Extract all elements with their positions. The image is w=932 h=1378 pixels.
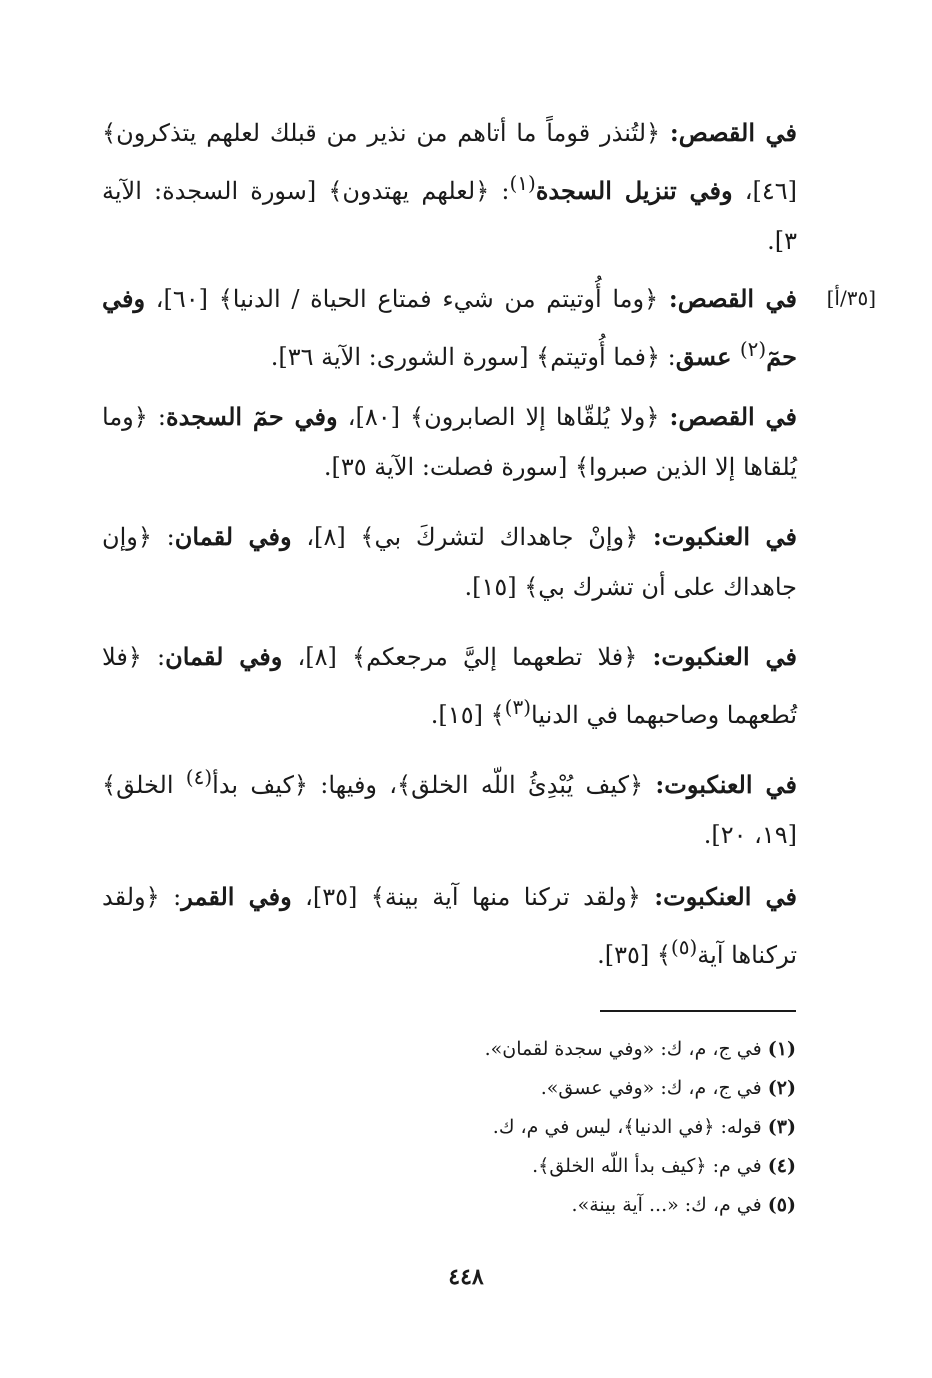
footnote-1: [300, 1030, 796, 1069]
text: ﴿ولقد تركنا منها آية بينة﴾ [٣٥]،: [291, 883, 655, 911]
keyword: في القصص:: [669, 402, 797, 431]
footnote-ref: (٣): [504, 695, 532, 719]
paragraph-6: [102, 752, 797, 860]
footnote-separator: [600, 1010, 796, 1012]
footnotes: [300, 1030, 796, 1225]
text: ﴿وإنْ جاهداك لتشركَ بي﴾ [٨]،: [291, 523, 653, 551]
footnote-3: [300, 1108, 796, 1147]
keyword: وفي تنزيل السجدة: [535, 176, 733, 205]
footnote-2: [300, 1069, 796, 1108]
footnote-text: في م: ﴿كيف بدأ اللّه الخلق﴾.: [532, 1155, 762, 1177]
footnote-ref: (٥): [670, 935, 698, 959]
footnote-number: (٢): [767, 1077, 796, 1099]
text: ﴿فلا تطعهما إليَّ مرجعكم﴾ [٨]،: [282, 643, 653, 671]
keyword: في العنكبوت:: [655, 770, 797, 799]
text: ﴾ [٣٥].: [597, 941, 671, 969]
paragraph-7: [102, 872, 797, 980]
footnote-text: في ج، م، ك: «وفي عسق».: [540, 1077, 762, 1099]
text: ﴿ولا يُلقّاها إلا الصابرون﴾ [٨٠]،: [337, 403, 670, 431]
footnote-number: (٤): [767, 1155, 796, 1177]
footnote-5: [300, 1186, 796, 1225]
text: : ﴿فلا تُطعهما وصاحبهما في الدنيا: [102, 643, 797, 729]
text: : ﴿وإن جاهداك على أن تشرك بي﴾ [١٥].: [102, 523, 797, 601]
keyword: وفي حمٓ: [102, 284, 797, 371]
text: : ﴿ولقد تركناها آية: [102, 883, 797, 969]
footnote-ref: (١): [509, 171, 536, 195]
text: ﴿كيف يُبْدِئُ اللّه الخلق﴾، وفيها: ﴿كيف بدأ: [212, 771, 656, 799]
keyword: وفي لقمان: [165, 642, 283, 671]
text: الخلق﴾ [١٩، ٢٠].: [102, 771, 797, 849]
footnote-text: في ج، م، ك: «وفي سجدة لقمان».: [484, 1038, 762, 1060]
footnote-ref: (٤): [185, 765, 213, 789]
margin-folio-ref: [٣٥/أ]: [826, 286, 876, 310]
keyword: في القصص:: [669, 118, 797, 147]
keyword: في العنكبوت:: [652, 522, 797, 551]
footnote-text: قوله: ﴿في الدنيا﴾، ليس في م، ك.: [492, 1116, 762, 1138]
text: ﴿لتُنذر قوماً ما أتاهم من نذير من قبلك لعلهم يتذكرون﴾ [٤٦]،: [102, 119, 797, 205]
keyword: في العنكبوت:: [652, 642, 798, 671]
footnote-ref: (٢): [739, 337, 767, 361]
footnote-number: (١): [767, 1038, 796, 1060]
keyword: في العنكبوت:: [654, 882, 798, 911]
footnote-number: (٥): [767, 1194, 796, 1216]
keyword: وفي القمر: [181, 882, 292, 911]
text: : ﴿وما يُلقاها إلا الذين صبروا﴾ [سورة فصلت: الآية ٣٥].: [102, 403, 797, 481]
page-number: ٤٤٨: [448, 1264, 484, 1290]
keyword: وفي حمٓ السجدة: [166, 402, 338, 431]
paragraph-4: [102, 512, 797, 612]
text: : ﴿فما أُوتيتم﴾ [سورة الشورى: الآية ٣٦].: [270, 343, 676, 371]
text: ﴿وما أُوتيتم من شيء فمتاع الحياة / الدنيا﴾ [٦٠]،: [145, 285, 669, 313]
footnote-text: في م، ك: «... آية بينة».: [571, 1194, 762, 1216]
paragraph-3: [102, 392, 797, 492]
keyword: وفي لقمان: [174, 522, 292, 551]
paragraph-1: [102, 108, 797, 266]
text: ﴾ [١٥].: [430, 701, 505, 729]
footnote-number: (٣): [767, 1116, 796, 1138]
keyword: في القصص:: [668, 284, 797, 313]
keyword: عسق: [675, 342, 740, 371]
footnote-4: [300, 1147, 796, 1186]
text: : ﴿لعلهم يهتدون﴾ [سورة السجدة: الآية ٣].: [102, 177, 797, 255]
paragraph-2: [102, 274, 797, 382]
paragraph-5: [102, 632, 797, 740]
